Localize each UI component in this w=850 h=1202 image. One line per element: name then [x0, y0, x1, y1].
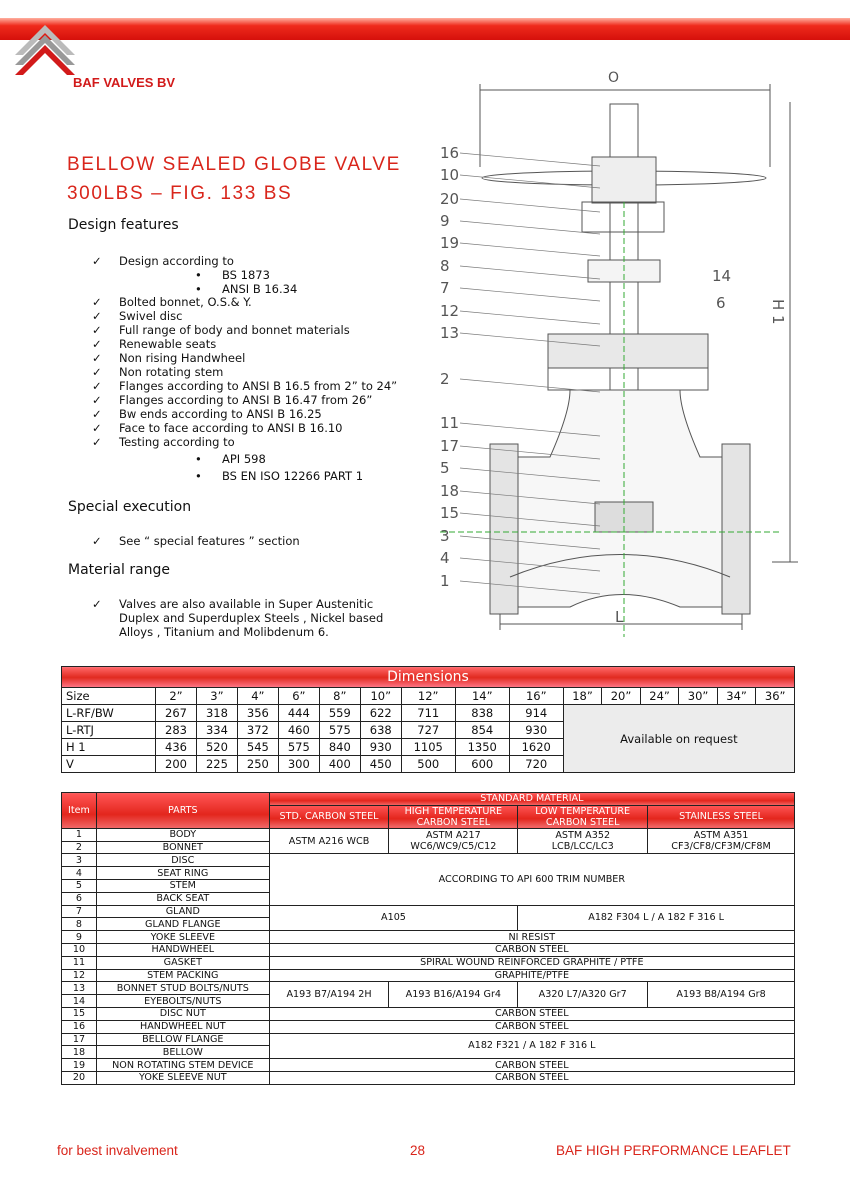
design-heading: Design features	[68, 217, 179, 233]
part-name: YOKE SLEEVE NUT	[96, 1071, 269, 1084]
material-cell: GRAPHITE/PTFE	[269, 969, 794, 982]
item-number: 10	[62, 943, 97, 956]
part-name: EYEBOLTS/NUTS	[96, 995, 269, 1008]
dim-label-l: L	[615, 608, 624, 626]
material-cell: A182 F304 L / A 182 F 316 L	[518, 905, 795, 931]
special-heading: Special execution	[68, 499, 192, 515]
valve-cross-section-drawing	[430, 62, 850, 642]
dimension-cell: 460	[278, 722, 319, 739]
dimension-cell: 545	[237, 739, 278, 756]
dimension-cell: 711	[401, 705, 455, 722]
part-name: SEAT RING	[96, 867, 269, 880]
size-cell: 18”	[563, 688, 602, 705]
material-cell: ASTM A216 WCB	[269, 828, 389, 854]
part-name: BONNET STUD BOLTS/NUTS	[96, 982, 269, 995]
dimension-cell: 444	[278, 705, 319, 722]
part-name: HANDWHEEL	[96, 943, 269, 956]
table-row	[62, 705, 795, 722]
page-subtitle: 300LBS – FIG. 133 BS	[67, 183, 293, 204]
table-row	[62, 1059, 795, 1072]
table-row	[62, 854, 795, 867]
size-cell: 20”	[602, 688, 641, 705]
table-row	[62, 1007, 795, 1020]
size-cell: 12”	[401, 688, 455, 705]
size-cell: 36”	[756, 688, 795, 705]
callout-number: 19	[440, 234, 460, 252]
dimension-cell: 930	[360, 739, 401, 756]
dimension-cell: 854	[455, 722, 509, 739]
dimension-cell: 225	[196, 756, 237, 773]
dimensions-title: Dimensions	[62, 667, 795, 688]
dimension-cell: 250	[237, 756, 278, 773]
material-cell: A182 F321 / A 182 F 316 L	[269, 1033, 794, 1059]
callout-leader-line	[460, 243, 600, 256]
dimension-cell: 200	[156, 756, 197, 773]
part-name: GLAND	[96, 905, 269, 918]
item-number: 1	[62, 828, 97, 841]
row-label: V	[62, 756, 156, 773]
material-cell: CARBON STEEL	[269, 943, 794, 956]
item-number: 5	[62, 879, 97, 892]
header-carbon-steel: STD. CARBON STEEL	[269, 805, 389, 828]
table-row	[62, 1020, 795, 1033]
dimension-cell: 1105	[401, 739, 455, 756]
callout-leader-line	[460, 175, 600, 188]
dimension-cell: 914	[509, 705, 563, 722]
size-cell: 6”	[278, 688, 319, 705]
dimension-cell: 840	[319, 739, 360, 756]
callout-number: 20	[440, 190, 460, 208]
item-number: 17	[62, 1033, 97, 1046]
callout-number: 3	[440, 527, 450, 545]
callout-number: 12	[440, 302, 460, 320]
item-number: 16	[62, 1020, 97, 1033]
dimension-cell: 300	[278, 756, 319, 773]
callout-number: 13	[440, 324, 460, 342]
table-row	[62, 943, 795, 956]
part-name: BELLOW	[96, 1046, 269, 1059]
item-number: 12	[62, 969, 97, 982]
dimension-cell: 720	[509, 756, 563, 773]
callout-number: 11	[440, 414, 460, 432]
part-name: BONNET	[96, 841, 269, 854]
footer-title: BAF HIGH PERFORMANCE LEAFLET	[556, 1143, 791, 1158]
callout-leader-line	[460, 153, 600, 166]
size-cell: 14”	[455, 688, 509, 705]
size-cell: 34”	[717, 688, 756, 705]
item-number: 11	[62, 956, 97, 969]
material-cell: A193 B7/A194 2H	[269, 982, 389, 1008]
dimension-cell: 520	[196, 739, 237, 756]
part-name: DISC	[96, 854, 269, 867]
dim-label-h1: H 1	[769, 299, 787, 325]
dimension-cell: 575	[319, 722, 360, 739]
page-number: 28	[410, 1143, 426, 1158]
dimension-cell: 1620	[509, 739, 563, 756]
size-cell: 8”	[319, 688, 360, 705]
dimension-cell: 283	[156, 722, 197, 739]
header-low-temp: LOW TEMPERATURE CARBON STEEL	[518, 805, 648, 828]
callout-number: 5	[440, 459, 450, 477]
callout-number: 16	[440, 144, 460, 162]
dimension-cell: 838	[455, 705, 509, 722]
dimension-cell: 372	[237, 722, 278, 739]
table-row	[62, 905, 795, 918]
table-row	[62, 969, 795, 982]
item-number: 7	[62, 905, 97, 918]
callout-leader-line	[460, 221, 600, 234]
material-cell: CARBON STEEL	[269, 1020, 794, 1033]
footer-slogan: for best invalvement	[57, 1143, 178, 1158]
callout-number: 2	[440, 370, 450, 388]
item-number: 8	[62, 918, 97, 931]
material-cell: A193 B8/A194 Gr8	[648, 982, 795, 1008]
row-label: L-RTJ	[62, 722, 156, 739]
material-cell: SPIRAL WOUND REINFORCED GRAPHITE / PTFE	[269, 956, 794, 969]
table-row	[62, 1071, 795, 1084]
dimension-cell: 930	[509, 722, 563, 739]
material-cell: CARBON STEEL	[269, 1071, 794, 1084]
item-number: 20	[62, 1071, 97, 1084]
item-number: 4	[62, 867, 97, 880]
item-number: 6	[62, 892, 97, 905]
part-name: DISC NUT	[96, 1007, 269, 1020]
part-name: HANDWHEEL NUT	[96, 1020, 269, 1033]
size-cell: 10”	[360, 688, 401, 705]
material-cell: NI RESIST	[269, 931, 794, 944]
material-cell: A320 L7/A320 Gr7	[518, 982, 648, 1008]
material-cell: ASTM A217 WC6/WC9/C5/C12	[389, 828, 518, 854]
item-number: 3	[62, 854, 97, 867]
material-heading: Material range	[68, 562, 171, 578]
part-name: STEM PACKING	[96, 969, 269, 982]
material-cell: ASTM A351 CF3/CF8/CF3M/CF8M	[648, 828, 795, 854]
callout-number: 8	[440, 257, 450, 275]
size-cell: 4”	[237, 688, 278, 705]
item-number: 19	[62, 1059, 97, 1072]
material-cell: CARBON STEEL	[269, 1059, 794, 1072]
item-number: 13	[62, 982, 97, 995]
table-row	[62, 956, 795, 969]
dimension-cell: 1350	[455, 739, 509, 756]
dimension-cell: 600	[455, 756, 509, 773]
callout-leader-line	[460, 379, 600, 392]
header-parts: PARTS	[96, 793, 269, 829]
dimension-cell: 436	[156, 739, 197, 756]
material-cell: ASTM A352 LCB/LCC/LC3	[518, 828, 648, 854]
callout-number: 9	[440, 212, 450, 230]
header-bar	[0, 18, 850, 40]
callout-number: 18	[440, 482, 460, 500]
material-cell: ACCORDING TO API 600 TRIM NUMBER	[269, 854, 794, 905]
callout-number: 4	[440, 549, 450, 567]
brand-name: BAF VALVES BV	[73, 75, 176, 90]
table-row	[62, 931, 795, 944]
callout-number: 17	[440, 437, 460, 455]
size-label: Size	[62, 688, 156, 705]
callout-leader-line	[460, 288, 600, 301]
dimensions-table	[61, 666, 795, 773]
item-number: 15	[62, 1007, 97, 1020]
dimension-cell: 727	[401, 722, 455, 739]
dimension-cell: 400	[319, 756, 360, 773]
callout-number: 6	[716, 294, 726, 312]
callout-number: 14	[712, 267, 732, 285]
materials-table	[61, 792, 795, 1085]
row-label: H 1	[62, 739, 156, 756]
part-name: NON ROTATING STEM DEVICE	[96, 1059, 269, 1072]
item-number: 14	[62, 995, 97, 1008]
callout-leader-line	[460, 199, 600, 212]
dimension-cell: 318	[196, 705, 237, 722]
row-label: L-RF/BW	[62, 705, 156, 722]
dimension-cell: 356	[237, 705, 278, 722]
dimension-cell: 575	[278, 739, 319, 756]
size-cell: 16”	[509, 688, 563, 705]
dim-label-o: O	[608, 70, 620, 86]
dimension-cell: 334	[196, 722, 237, 739]
size-cell: 24”	[640, 688, 679, 705]
dimension-cell: 638	[360, 722, 401, 739]
table-row	[62, 828, 795, 841]
callout-leader-line	[460, 311, 600, 324]
item-number: 2	[62, 841, 97, 854]
size-cell: 2”	[156, 688, 197, 705]
dimension-cell: 267	[156, 705, 197, 722]
part-name: GLAND FLANGE	[96, 918, 269, 931]
dimension-cell: 500	[401, 756, 455, 773]
part-name: BODY	[96, 828, 269, 841]
table-row	[62, 982, 795, 995]
part-name: BACK SEAT	[96, 892, 269, 905]
callout-number: 1	[440, 572, 450, 590]
part-name: YOKE SLEEVE	[96, 931, 269, 944]
header-standard-material: STANDARD MATERIAL	[269, 793, 794, 806]
callout-number: 7	[440, 279, 450, 297]
on-request-cell: Available on request	[563, 705, 794, 773]
item-number: 9	[62, 931, 97, 944]
header-high-temp: HIGH TEMPERATURE CARBON STEEL	[389, 805, 518, 828]
material-cell: A193 B16/A194 Gr4	[389, 982, 518, 1008]
item-number: 18	[62, 1046, 97, 1059]
part-name: BELLOW FLANGE	[96, 1033, 269, 1046]
callout-number: 10	[440, 166, 460, 184]
material-cell: CARBON STEEL	[269, 1007, 794, 1020]
size-cell: 3”	[196, 688, 237, 705]
size-cell: 30”	[679, 688, 718, 705]
header-stainless: STAINLESS STEEL	[648, 805, 795, 828]
table-row	[62, 1033, 795, 1046]
header-item: Item	[62, 793, 97, 829]
material-cell: A105	[269, 905, 518, 931]
callout-number: 15	[440, 504, 460, 522]
callout-leader-line	[460, 266, 600, 279]
dimension-cell: 622	[360, 705, 401, 722]
part-name: STEM	[96, 879, 269, 892]
dimension-cell: 450	[360, 756, 401, 773]
part-name: GASKET	[96, 956, 269, 969]
page-title: BELLOW SEALED GLOBE VALVE	[67, 154, 401, 175]
dimension-cell: 559	[319, 705, 360, 722]
